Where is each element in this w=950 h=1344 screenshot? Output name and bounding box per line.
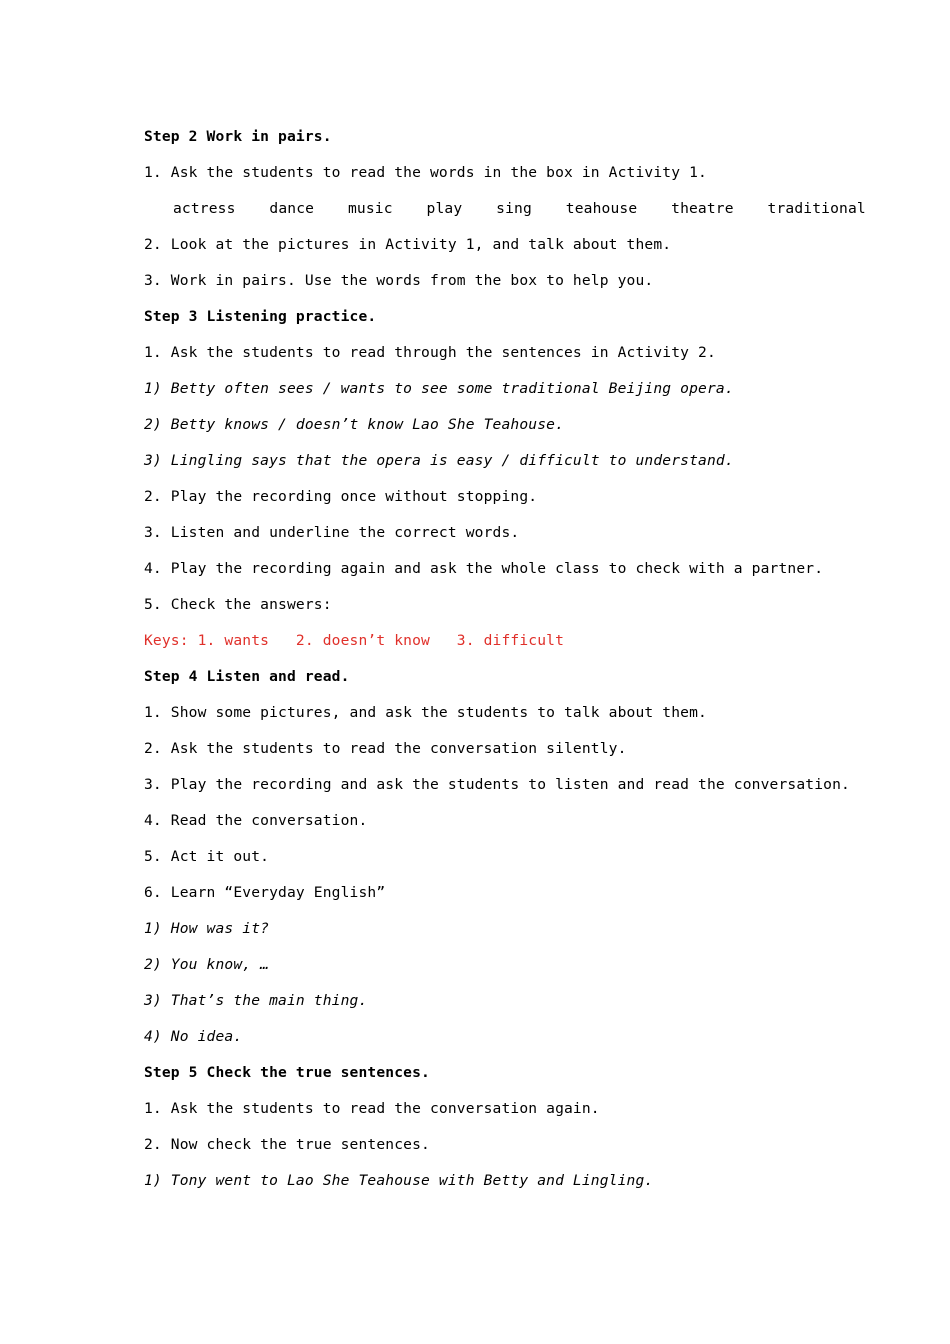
step-3-item-4: 4. Play the recording again and ask the whole class to check with a partner. bbox=[144, 560, 824, 577]
everyday-english-1: 1) How was it? bbox=[144, 920, 270, 937]
step-4-item-1: 1. Show some pictures, and ask the students to talk about them. bbox=[144, 704, 707, 721]
step-2-item-3: 3. Work in pairs. Use the words from the box to help you. bbox=[144, 272, 654, 289]
step-4-item-2: 2. Ask the students to read the conversation silently. bbox=[144, 740, 627, 757]
everyday-english-2: 2) You know, … bbox=[144, 956, 270, 973]
everyday-english-4: 4) No idea. bbox=[144, 1028, 243, 1045]
step-4-item-5: 5. Act it out. bbox=[144, 848, 270, 865]
step-3-item-3: 3. Listen and underline the correct words. bbox=[144, 524, 520, 541]
everyday-english-3: 3) That’s the main thing. bbox=[144, 992, 368, 1009]
activity-2-sentence-1: 1) Betty often sees / wants to see some traditional Beijing opera. bbox=[144, 380, 734, 397]
step-3-heading: Step 3 Listening practice. bbox=[144, 308, 377, 325]
step-2-item-1: 1. Ask the students to read the words in the box in Activity 1. bbox=[144, 164, 707, 181]
word-box-list: actress dance music play sing teahouse theatre traditional bbox=[173, 200, 866, 217]
answer-keys: Keys: 1. wants 2. doesn’t know 3. difficult bbox=[144, 632, 565, 649]
document-page bbox=[144, 124, 866, 1204]
true-sentence-1: 1) Tony went to Lao She Teahouse with Betty and Lingling. bbox=[144, 1172, 654, 1189]
activity-2-sentence-3: 3) Lingling says that the opera is easy / difficult to understand. bbox=[144, 452, 734, 469]
step-4-heading: Step 4 Listen and read. bbox=[144, 668, 350, 685]
step-4-item-4: 4. Read the conversation. bbox=[144, 812, 368, 829]
step-5-heading: Step 5 Check the true sentences. bbox=[144, 1064, 430, 1081]
step-4-item-3: 3. Play the recording and ask the students to listen and read the conversation. bbox=[144, 776, 850, 793]
activity-2-sentence-2: 2) Betty knows / doesn’t know Lao She Teahouse. bbox=[144, 416, 565, 433]
step-3-item-1: 1. Ask the students to read through the sentences in Activity 2. bbox=[144, 344, 716, 361]
step-3-item-5: 5. Check the answers: bbox=[144, 596, 332, 613]
step-3-item-2: 2. Play the recording once without stopping. bbox=[144, 488, 538, 505]
step-2-heading: Step 2 Work in pairs. bbox=[144, 128, 332, 145]
step-5-item-1: 1. Ask the students to read the conversation again. bbox=[144, 1100, 600, 1117]
step-5-item-2: 2. Now check the true sentences. bbox=[144, 1136, 430, 1153]
step-4-item-6: 6. Learn “Everyday English” bbox=[144, 884, 386, 901]
step-2-item-2: 2. Look at the pictures in Activity 1, and talk about them. bbox=[144, 236, 672, 253]
